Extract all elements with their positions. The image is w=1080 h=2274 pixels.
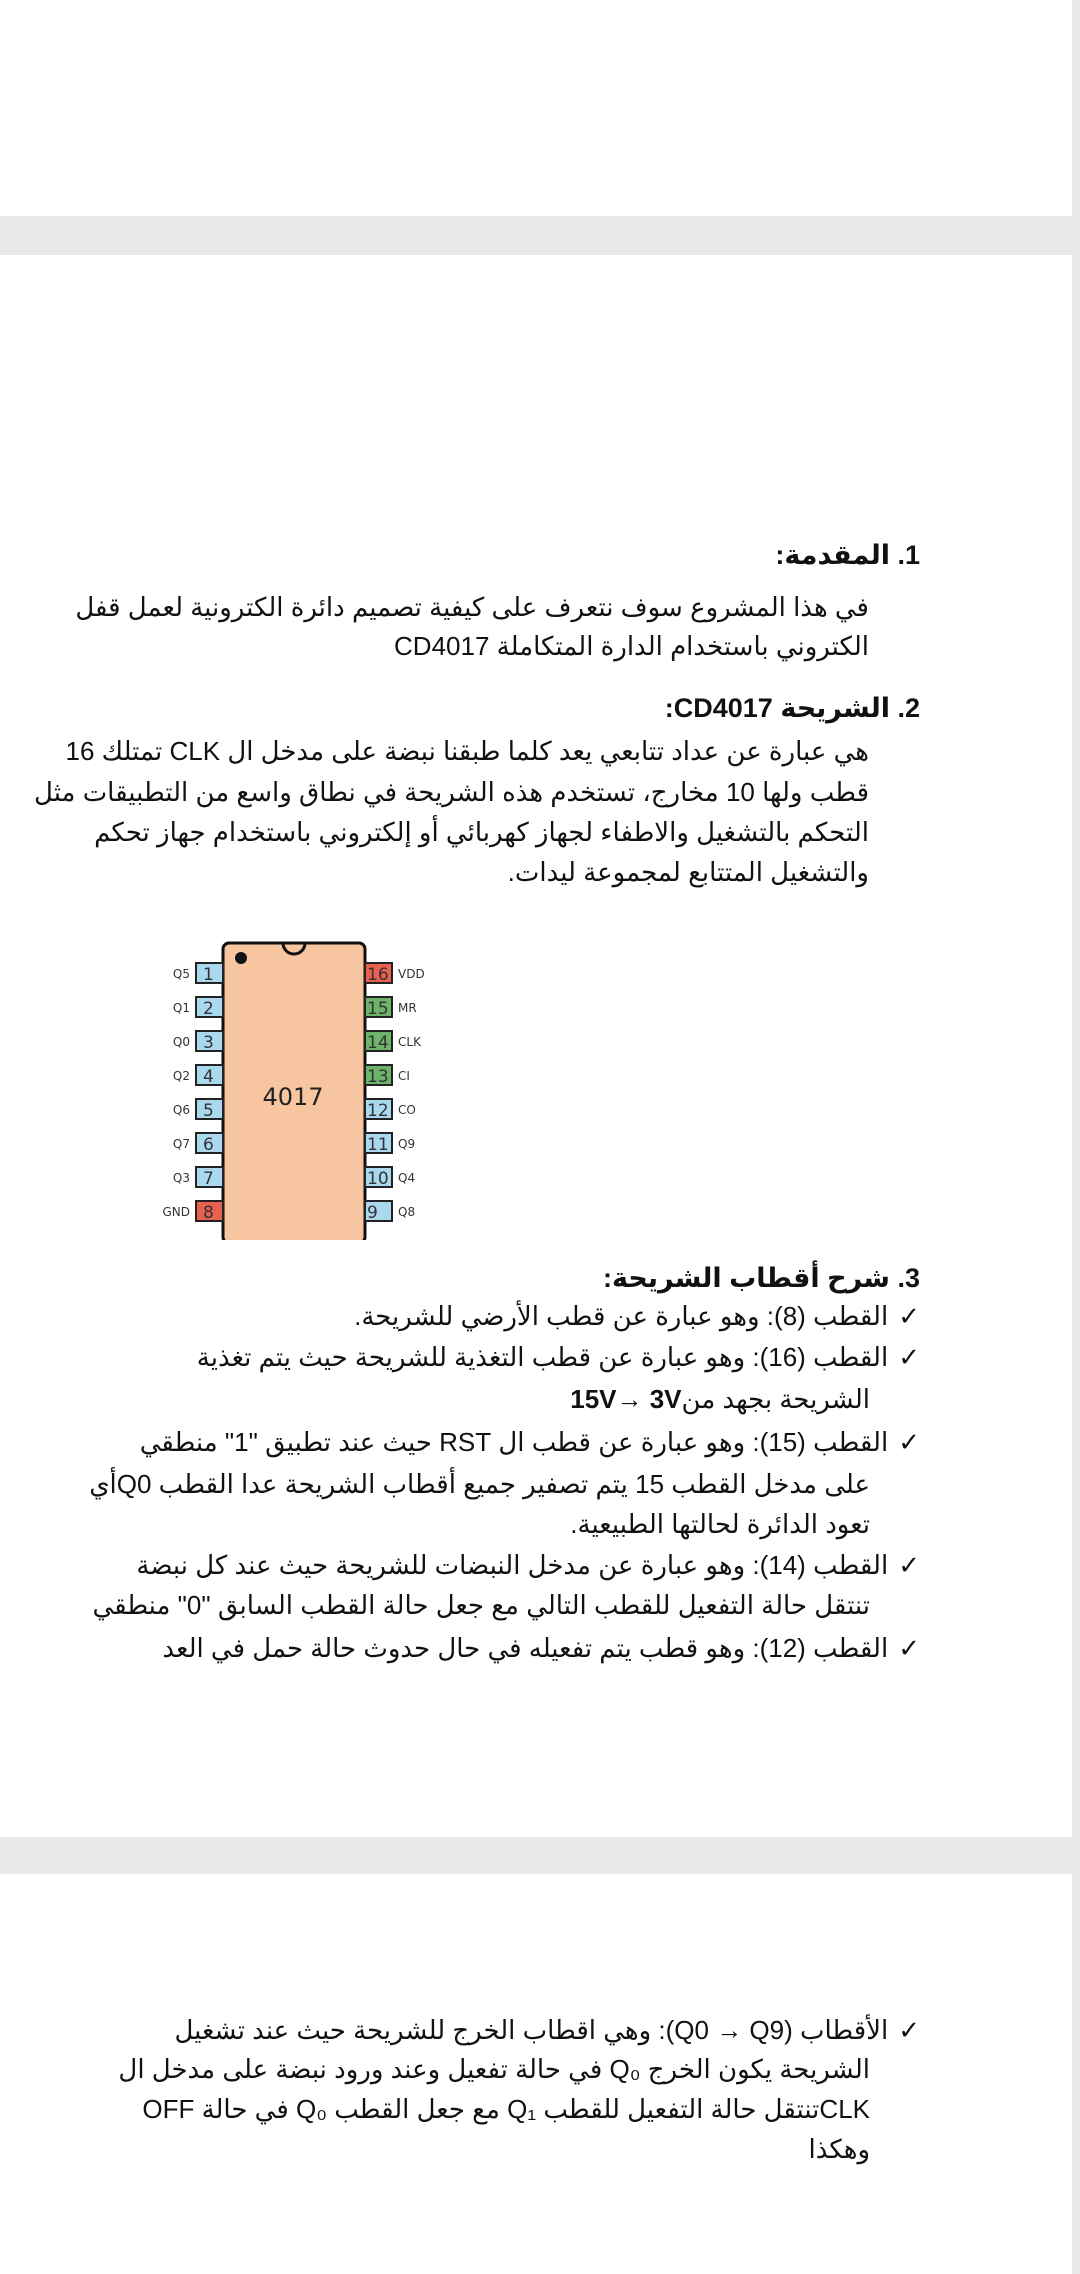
checklist-item <box>140 1425 920 1459</box>
item-text: القطب (12): وهو قطب يتم تفعيله في حال حدوث حالة حمل في العد <box>162 1633 889 1663</box>
item-text: القطب (16): وهو عبارة عن قطب التغذية للشريحة حيث يتم تغذية <box>196 1342 889 1372</box>
checklist-item <box>174 2013 920 2047</box>
checklist-item <box>162 1631 920 1665</box>
pin-name: Q2 <box>172 1069 190 1083</box>
pin-name: Q3 <box>172 1171 190 1185</box>
pin-number: 9 <box>367 1203 378 1223</box>
document-page-1 <box>0 0 1072 216</box>
pin-name: Q1 <box>172 1001 190 1015</box>
checklist-item-continuation <box>809 2132 871 2166</box>
checklist-item-continuation <box>570 1382 870 1416</box>
pin-number: 16 <box>367 965 389 985</box>
paragraph-line: في هذا المشروع سوف نتعرف على كيفية تصميم دائرة الكترونية لعمل قفل <box>75 592 869 622</box>
item-text: القطب (15): وهو عبارة عن قطب ال RST حيث عند تطبيق "1" منطقي <box>139 1427 889 1457</box>
pin-name: GND <box>162 1205 190 1219</box>
document-page-2 <box>0 255 1072 1837</box>
pin-name: CI <box>398 1069 410 1083</box>
paragraph-line: قطب ولها 10 مخارج، تستخدم هذه الشريحة في نطاق واسع من التطبيقات مثل <box>34 777 869 807</box>
checkmark-icon: ✓ <box>898 1550 920 1580</box>
pin-number: 2 <box>203 999 214 1019</box>
pin-name: VDD <box>398 967 425 981</box>
pin-name: CO <box>398 1103 416 1117</box>
pin-number: 10 <box>367 1169 389 1189</box>
item-text: تعود الدائرة لحالتها الطبيعية. <box>570 1509 870 1539</box>
pin-number: 8 <box>203 1203 214 1223</box>
checklist-item <box>197 1340 920 1374</box>
voltage-range: 15V→ 3V <box>570 1384 682 1414</box>
pin-number: 11 <box>367 1135 389 1155</box>
checkmark-icon: ✓ <box>898 2015 920 2045</box>
checkmark-icon: ✓ <box>898 1342 920 1372</box>
checklist-item-continuation <box>93 1588 870 1622</box>
checklist-item-continuation <box>570 1507 870 1541</box>
item-text: CLKتنتقل حالة التفعيل للقطب Q₁ مع جعل القطب Q₀ في حالة OFF <box>142 2094 870 2124</box>
pin-number: 1 <box>203 965 214 985</box>
pin-name: Q4 <box>398 1171 416 1185</box>
pin-number: 4 <box>203 1067 214 1087</box>
checklist-item-continuation <box>142 2092 870 2126</box>
pin-name: Q0 <box>172 1035 190 1049</box>
checklist-item-continuation <box>118 2052 870 2086</box>
pin-number: 14 <box>367 1033 389 1053</box>
pin-name: Q5 <box>172 967 190 981</box>
pin-name: Q6 <box>172 1103 190 1117</box>
paragraph-line: التحكم بالتشغيل والاطفاء لجهاز كهربائي أو إلكتروني باستخدام جهاز تحكم <box>94 817 869 847</box>
pin-number: 3 <box>203 1033 214 1053</box>
pin-number: 6 <box>203 1135 214 1155</box>
checkmark-icon: ✓ <box>898 1301 920 1331</box>
pin-name: Q7 <box>172 1137 190 1151</box>
pin-name: CLK <box>398 1035 421 1049</box>
pin-name: MR <box>398 1001 417 1015</box>
item-text: الأقطاب (Q0 → Q9): وهي اقطاب الخرج للشريحة حيث عند تشغيل <box>174 2015 889 2045</box>
paragraph-line: الكتروني باستخدام الدارة المتكاملة CD4017 <box>394 631 869 661</box>
item-text: الشريحة يكون الخرج Q₀ في حالة تفعيل وعند ورود نبضة على مدخل ال <box>118 2054 870 2084</box>
pin-number: 13 <box>367 1067 389 1087</box>
pin1-dot <box>235 952 247 964</box>
item-text: الشريحة بجهد من <box>681 1384 870 1414</box>
document-page-3 <box>0 1874 1072 2274</box>
chip-label: 4017 <box>262 1083 324 1111</box>
checklist-item-continuation <box>89 1467 870 1501</box>
checkmark-icon: ✓ <box>898 1633 920 1663</box>
pin-number: 15 <box>367 999 389 1019</box>
pin-number: 12 <box>367 1101 389 1121</box>
paragraph-line: والتشغيل المتتابع لمجموعة ليدات. <box>507 857 869 887</box>
paragraph-line: هي عبارة عن عداد تتابعي يعد كلما طبقنا نبضة على مدخل ال CLK تمتلك 16 <box>65 736 869 766</box>
checklist-item <box>136 1548 920 1582</box>
item-text: القطب (8): وهو عبارة عن قطب الأرضي للشريحة. <box>354 1301 889 1331</box>
cd4017-pinout-diagram <box>135 940 455 1240</box>
pin-number: 7 <box>203 1169 214 1189</box>
pin-name: Q9 <box>398 1137 416 1151</box>
section-2-heading: 2. الشريحة CD4017: <box>664 693 920 723</box>
checkmark-icon: ✓ <box>898 1427 920 1457</box>
pin-number: 5 <box>203 1101 214 1121</box>
pin-name: Q8 <box>398 1205 416 1219</box>
item-text: على مدخل القطب 15 يتم تصفير جميع أقطاب الشريحة عدا القطب Q0أي <box>89 1469 870 1499</box>
section-1-heading: 1. المقدمة: <box>775 540 920 570</box>
checklist-item <box>354 1299 920 1333</box>
item-text: تنتقل حالة التفعيل للقطب التالي مع جعل حالة القطب السابق "0" منطقي <box>92 1590 870 1620</box>
item-text: وهكذا <box>808 2134 870 2164</box>
section-3-heading: 3. شرح أقطاب الشريحة: <box>603 1263 920 1293</box>
item-text: القطب (14): وهو عبارة عن مدخل النبضات للشريحة حيث عند كل نبضة <box>136 1550 889 1580</box>
